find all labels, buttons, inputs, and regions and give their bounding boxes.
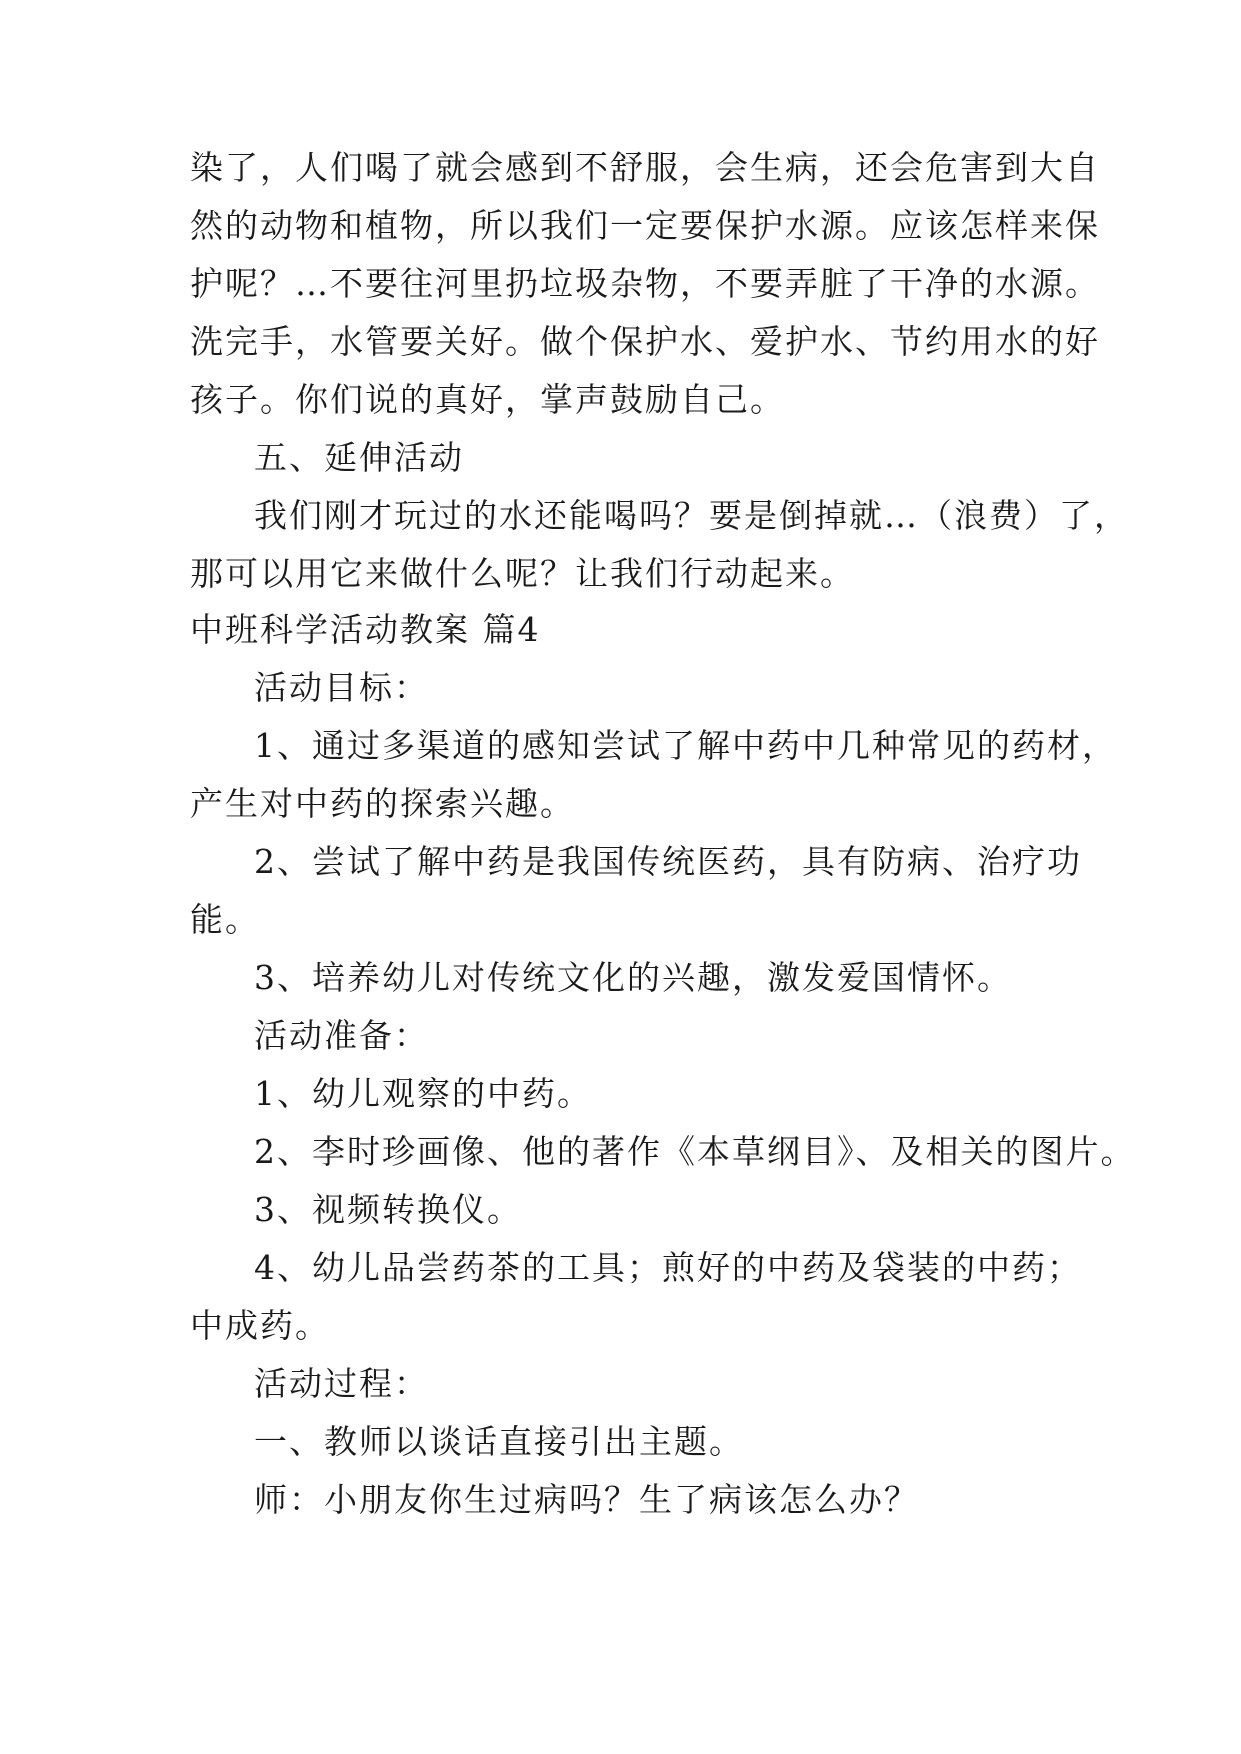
paragraph-line: 中成药。 (190, 1306, 330, 1345)
paragraph-line: 孩子。你们说的真好，掌声鼓励自己。 (190, 380, 785, 419)
paragraph-line: 那可以用它来做什么呢？让我们行动起来。 (190, 554, 855, 593)
list-item: 3、视频转换仪。 (254, 1190, 522, 1229)
list-item: 一、教师以谈话直接引出主题。 (254, 1422, 744, 1461)
section-heading: 活动过程： (254, 1364, 429, 1403)
paragraph-line: 能。 (190, 900, 260, 939)
list-item: 2、尝试了解中药是我国传统医药，具有防病、治疗功 (254, 842, 1082, 881)
section-heading: 五、延伸活动 (254, 438, 464, 477)
paragraph-line: 师：小朋友你生过病吗？生了病该怎么办？ (254, 1480, 919, 1519)
list-item: 2、李时珍画像、他的著作《本草纲目》、及相关的图片。 (254, 1132, 1136, 1171)
paragraph-line: 然的动物和植物，所以我们一定要保护水源。应该怎样来保 (190, 206, 1100, 245)
section-heading: 活动目标： (254, 668, 429, 707)
list-item: 1、通过多渠道的感知尝试了解中药中几种常见的药材， (254, 726, 1117, 765)
list-item: 4、幼儿品尝药茶的工具；煎好的中药及袋装的中药； (254, 1248, 1082, 1287)
paragraph-line: 我们刚才玩过的水还能喝吗？要是倒掉就…（浪费）了， (254, 496, 1129, 535)
section-heading: 活动准备： (254, 1016, 429, 1055)
lesson-title: 中班科学活动教案 篇4 (190, 610, 541, 649)
paragraph-line: 洗完手，水管要关好。做个保护水、爱护水、节约用水的好 (190, 322, 1100, 361)
paragraph-line: 产生对中药的探索兴趣。 (190, 784, 575, 823)
list-item: 1、幼儿观察的中药。 (254, 1074, 592, 1113)
paragraph-line: 护呢？…不要往河里扔垃圾杂物，不要弄脏了干净的水源。 (190, 264, 1100, 303)
paragraph-line: 染了，人们喝了就会感到不舒服，会生病，还会危害到大自 (190, 148, 1100, 187)
list-item: 3、培养幼儿对传统文化的兴趣，激发爱国情怀。 (254, 958, 1012, 997)
